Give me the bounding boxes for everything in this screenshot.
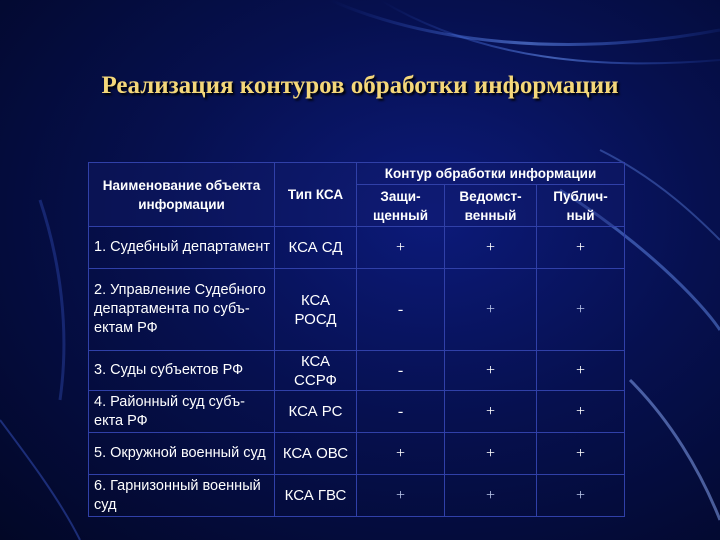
- table-row: [89, 269, 625, 351]
- header-type: Тип КСА: [275, 163, 357, 227]
- row-name: 5. Окружной военный суд: [89, 433, 275, 475]
- header-row-1: [89, 163, 625, 185]
- row-ksa: КСА ГВС: [275, 475, 357, 517]
- slide-title: Реализация контуров обработки информации: [101, 72, 619, 99]
- row-ksa: КСА СД: [275, 227, 357, 269]
- row-name: 6. Гарнизонный военный суд: [89, 475, 275, 517]
- table-row: [89, 475, 625, 517]
- header-departmental: Ведомст-венный: [445, 185, 537, 227]
- row-ksa: КСА РОСД: [275, 269, 357, 351]
- row-public: +: [537, 475, 625, 517]
- row-public: +: [537, 351, 625, 391]
- header-protected: Защи-щенный: [357, 185, 445, 227]
- row-name: 3. Суды субъектов РФ: [89, 351, 275, 391]
- header-name: Наименование объекта информации: [89, 163, 275, 227]
- table-row: [89, 433, 625, 475]
- row-name: 4. Районный суд субъ-екта РФ: [89, 391, 275, 433]
- row-departmental: +: [445, 227, 537, 269]
- table-row: [89, 391, 625, 433]
- table-row: [89, 227, 625, 269]
- row-public: +: [537, 227, 625, 269]
- row-public: +: [537, 433, 625, 475]
- row-ksa: КСА ОВС: [275, 433, 357, 475]
- row-departmental: +: [445, 433, 537, 475]
- row-protected: -: [357, 269, 445, 351]
- row-public: +: [537, 269, 625, 351]
- row-departmental: +: [445, 475, 537, 517]
- row-public: +: [537, 391, 625, 433]
- row-protected: -: [357, 391, 445, 433]
- row-protected: -: [357, 351, 445, 391]
- header-public: Публич-ный: [537, 185, 625, 227]
- row-ksa: КСА ССРФ: [275, 351, 357, 391]
- row-departmental: +: [445, 351, 537, 391]
- row-departmental: +: [445, 269, 537, 351]
- table-row: [89, 351, 625, 391]
- row-protected: +: [357, 227, 445, 269]
- row-name: 1. Судебный департамент: [89, 227, 275, 269]
- row-departmental: +: [445, 391, 537, 433]
- row-ksa: КСА РС: [275, 391, 357, 433]
- header-contour: Контур обработки информации: [357, 163, 625, 185]
- row-name: 2. Управление Судебного департамента по субъ-ектам РФ: [89, 269, 275, 351]
- row-protected: +: [357, 433, 445, 475]
- row-protected: +: [357, 475, 445, 517]
- contour-table: [88, 162, 625, 517]
